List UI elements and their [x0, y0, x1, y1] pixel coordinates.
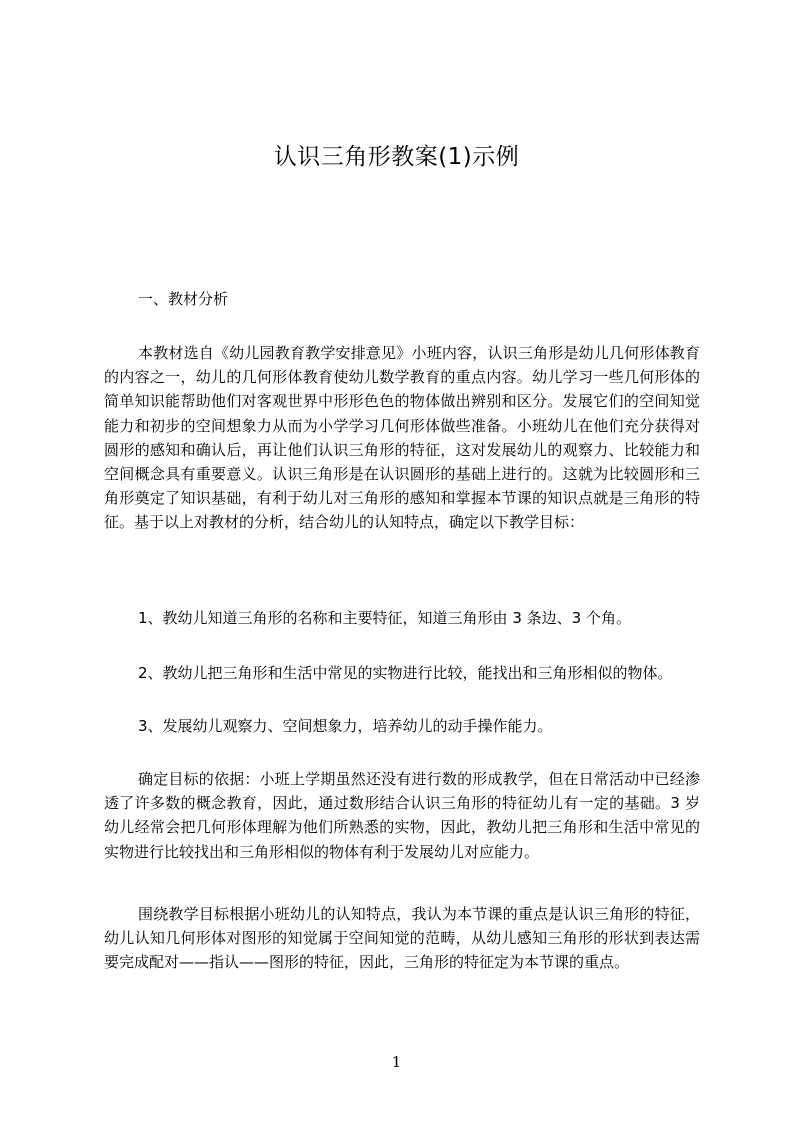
paragraph-goal-3: 3、发展幼儿观察力、空间想象力，培养幼儿的动手操作能力。: [138, 717, 553, 735]
paragraph-goal-1: 1、教幼儿知道三角形的名称和主要特征，知道三角形由 3 条边、3 个角。: [138, 609, 631, 627]
paragraph-material-analysis: 本教材选自《幼儿园教育教学安排意见》小班内容，认识三角形是幼儿几何形体教育的内容之一，幼儿的几何形体教育使幼儿数学教育的重点内容。幼儿学习一些几何形体的简单知识能帮助他们对客观世界中形形色色的物体做出辨别和区分。发展它们的空间知觉能力和初步的空间想象力从而为小学学习几何形体做些准备。小班幼儿在他们充分获得对圆形的感知和确认后，再让他们认识三角形的特征，这对发展幼儿的观察力、比较能力和空间概念具有重要意义。认识三角形是在认识圆形的基础上进行的。这就为比较圆形和三角形奠定了知识基础，有利于幼儿对三角形的感知和掌握本节课的知识点就是三角形的特征。基于以上对教材的分析，结合幼儿的认知特点，确定以下教学目标：: [104, 344, 700, 532]
paragraph-goal-2: 2、教幼儿把三角形和生活中常见的实物进行比较，能找出和三角形相似的物体。: [138, 664, 673, 682]
paragraph-goal-basis: 确定目标的依据：小班上学期虽然还没有进行数的形成教学，但在日常活动中已经渗透了许多数的概念教育，因此，通过数形结合认识三角形的特征幼儿有一定的基础。3 岁幼儿经常会把几何形体理解为他们所熟悉的实物，因此，教幼儿把三角形和生活中常见的实物进行比较找出和三角形相似的物体有利于发展幼儿对应能力。: [104, 770, 700, 861]
document-title: 认识三角形教案(1)示例: [273, 144, 520, 170]
page-number: 1: [391, 1053, 402, 1071]
section-heading: 一、教材分析: [138, 290, 229, 308]
paragraph-key-point: 围绕教学目标根据小班幼儿的认知特点，我认为本节课的重点是认识三角形的特征，幼儿认知几何形体对图形的知觉属于空间知觉的范畴，从幼儿感知三角形的形状到表达需要完成配对——指认——图形的特征，因此，三角形的特征定为本节课的重点。: [104, 905, 700, 972]
